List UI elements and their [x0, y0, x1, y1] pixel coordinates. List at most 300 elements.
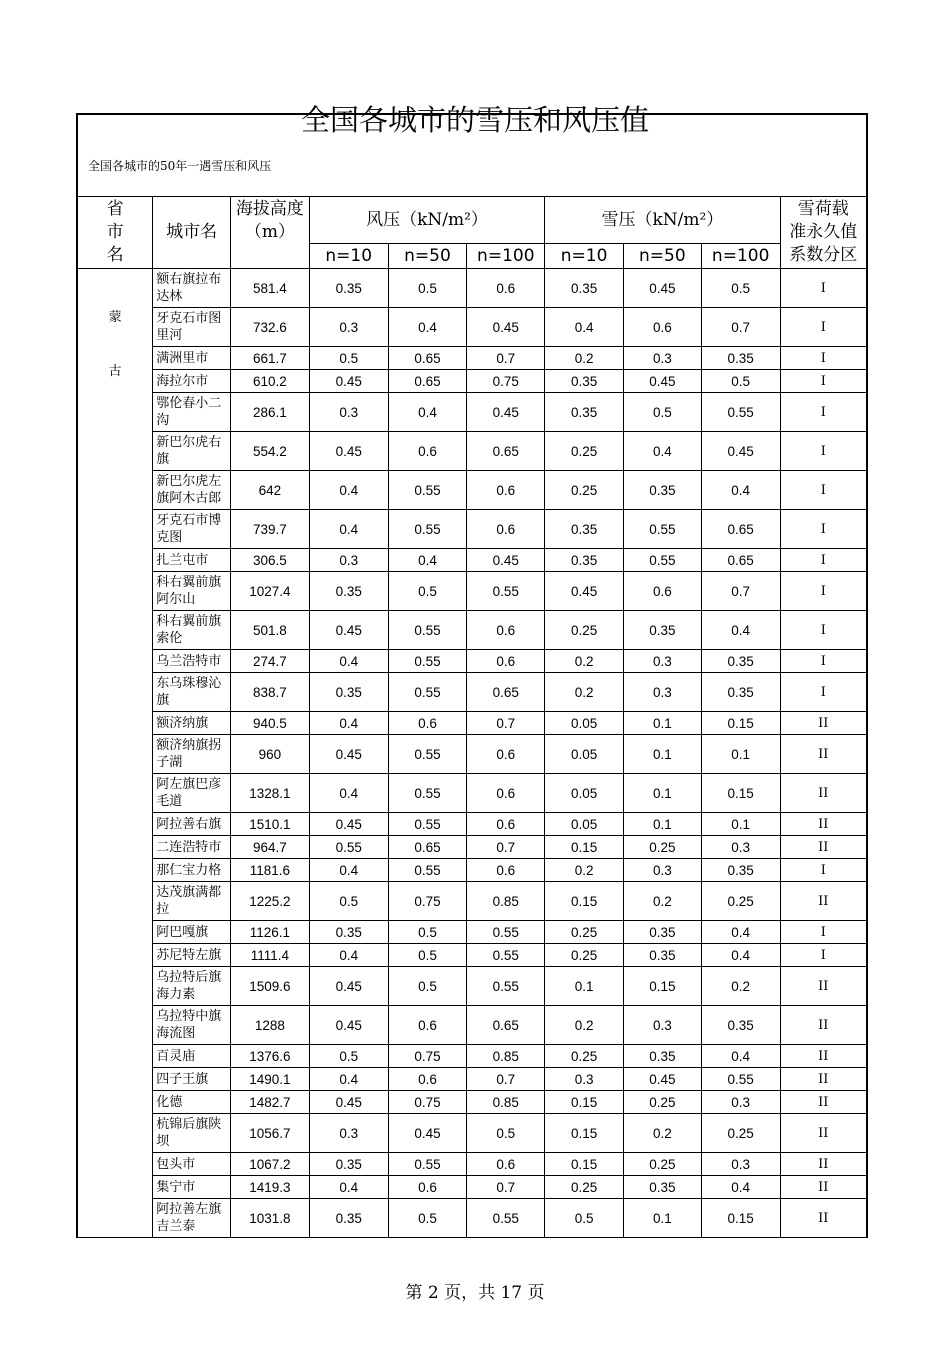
s100-cell: 0.4	[701, 471, 780, 510]
zone-cell: I	[780, 370, 867, 393]
w100-cell: 0.6	[467, 1153, 545, 1176]
s50-cell: 0.35	[623, 471, 701, 510]
w50-cell: 0.55	[388, 471, 467, 510]
alt-cell: 1067.2	[231, 1153, 310, 1176]
alt-cell: 1510.1	[231, 813, 310, 836]
alt-cell: 732.6	[231, 308, 310, 347]
w50-cell: 0.5	[388, 921, 467, 944]
city-cell: 二连浩特市	[153, 836, 231, 859]
w100-cell: 0.65	[467, 673, 545, 712]
s50-cell: 0.3	[623, 347, 701, 370]
w50-cell: 0.75	[388, 1045, 467, 1068]
w50-cell: 0.55	[388, 774, 467, 813]
city-cell: 达茂旗满都拉	[153, 882, 231, 921]
city-cell: 阿巴嘎旗	[153, 921, 231, 944]
s50-cell: 0.3	[623, 650, 701, 673]
w10-cell: 0.4	[309, 1068, 388, 1091]
zone-cell: I	[780, 921, 867, 944]
table-row	[77, 1091, 867, 1114]
city-cell: 扎兰屯市	[153, 549, 231, 572]
s10-cell: 0.25	[545, 1176, 624, 1199]
s10-cell: 0.05	[545, 735, 624, 774]
zone-cell: II	[780, 1114, 867, 1153]
s100-cell: 0.2	[701, 967, 780, 1006]
alt-cell: 642	[231, 471, 310, 510]
city-cell: 阿拉善左旗吉兰泰	[153, 1199, 231, 1238]
zone-cell: I	[780, 549, 867, 572]
w100-cell: 0.7	[467, 712, 545, 735]
w50-cell: 0.65	[388, 370, 467, 393]
s10-cell: 0.2	[545, 673, 624, 712]
s10-cell: 0.35	[545, 510, 624, 549]
header-snow: 雪压（kN/m²）	[545, 197, 780, 244]
w100-cell: 0.6	[467, 471, 545, 510]
w100-cell: 0.7	[467, 836, 545, 859]
w10-cell: 0.45	[309, 735, 388, 774]
city-cell: 额右旗拉布达林	[153, 269, 231, 308]
header-province: 省 市 名	[77, 197, 153, 269]
s10-cell: 0.15	[545, 882, 624, 921]
city-cell: 科右翼前旗阿尔山	[153, 572, 231, 611]
w100-cell: 0.45	[467, 308, 545, 347]
w100-cell: 0.55	[467, 572, 545, 611]
zone-cell: II	[780, 1045, 867, 1068]
city-cell: 满洲里市	[153, 347, 231, 370]
table-row	[77, 572, 867, 611]
header-snow-n10: n=10	[545, 244, 624, 269]
alt-cell: 1288	[231, 1006, 310, 1045]
w100-cell: 0.7	[467, 1176, 545, 1199]
s100-cell: 0.4	[701, 944, 780, 967]
s50-cell: 0.35	[623, 1045, 701, 1068]
table-row	[77, 735, 867, 774]
table-row	[77, 882, 867, 921]
s100-cell: 0.15	[701, 774, 780, 813]
alt-cell: 1031.8	[231, 1199, 310, 1238]
alt-cell: 960	[231, 735, 310, 774]
s10-cell: 0.25	[545, 944, 624, 967]
zone-cell: I	[780, 944, 867, 967]
table-row	[77, 611, 867, 650]
city-cell: 乌拉特后旗海力素	[153, 967, 231, 1006]
s50-cell: 0.35	[623, 1176, 701, 1199]
s10-cell: 0.35	[545, 393, 624, 432]
zone-cell: I	[780, 393, 867, 432]
w100-cell: 0.6	[467, 650, 545, 673]
s10-cell: 0.05	[545, 712, 624, 735]
w50-cell: 0.55	[388, 735, 467, 774]
alt-cell: 1027.4	[231, 572, 310, 611]
province-cell: 蒙 古	[77, 269, 153, 1238]
w50-cell: 0.65	[388, 836, 467, 859]
w50-cell: 0.55	[388, 1153, 467, 1176]
alt-cell: 1376.6	[231, 1045, 310, 1068]
alt-cell: 1225.2	[231, 882, 310, 921]
s100-cell: 0.3	[701, 1153, 780, 1176]
alt-cell: 739.7	[231, 510, 310, 549]
table-row	[77, 370, 867, 393]
city-cell: 新巴尔虎右旗	[153, 432, 231, 471]
alt-cell: 940.5	[231, 712, 310, 735]
s100-cell: 0.1	[701, 813, 780, 836]
s10-cell: 0.1	[545, 967, 624, 1006]
city-cell: 牙克石市图里河	[153, 308, 231, 347]
table-row	[77, 944, 867, 967]
w50-cell: 0.6	[388, 1006, 467, 1045]
table-row	[77, 650, 867, 673]
zone-cell: I	[780, 471, 867, 510]
table-row	[77, 712, 867, 735]
zone-cell: I	[780, 572, 867, 611]
city-cell: 包头市	[153, 1153, 231, 1176]
zone-cell: II	[780, 967, 867, 1006]
s100-cell: 0.4	[701, 1176, 780, 1199]
w100-cell: 0.85	[467, 1045, 545, 1068]
table-row	[77, 1153, 867, 1176]
table-row	[77, 859, 867, 882]
s100-cell: 0.35	[701, 673, 780, 712]
w50-cell: 0.6	[388, 1176, 467, 1199]
w100-cell: 0.6	[467, 510, 545, 549]
s100-cell: 0.65	[701, 549, 780, 572]
alt-cell: 1126.1	[231, 921, 310, 944]
w10-cell: 0.4	[309, 944, 388, 967]
s100-cell: 0.35	[701, 347, 780, 370]
table-row	[77, 1114, 867, 1153]
s100-cell: 0.25	[701, 1114, 780, 1153]
w50-cell: 0.5	[388, 967, 467, 1006]
alt-cell: 501.8	[231, 611, 310, 650]
city-cell: 杭锦后旗陕坝	[153, 1114, 231, 1153]
s100-cell: 0.7	[701, 572, 780, 611]
w100-cell: 0.65	[467, 432, 545, 471]
city-cell: 科右翼前旗索伦	[153, 611, 231, 650]
s50-cell: 0.35	[623, 944, 701, 967]
alt-cell: 581.4	[231, 269, 310, 308]
city-cell: 乌拉特中旗海流图	[153, 1006, 231, 1045]
zone-cell: I	[780, 347, 867, 370]
s100-cell: 0.7	[701, 308, 780, 347]
alt-cell: 1509.6	[231, 967, 310, 1006]
city-cell: 苏尼特左旗	[153, 944, 231, 967]
w10-cell: 0.35	[309, 921, 388, 944]
s10-cell: 0.5	[545, 1199, 624, 1238]
table-row	[77, 432, 867, 471]
s100-cell: 0.4	[701, 1045, 780, 1068]
w50-cell: 0.4	[388, 549, 467, 572]
w10-cell: 0.3	[309, 393, 388, 432]
w10-cell: 0.35	[309, 269, 388, 308]
s10-cell: 0.2	[545, 347, 624, 370]
city-cell: 新巴尔虎左旗阿木古郎	[153, 471, 231, 510]
city-cell: 四子王旗	[153, 1068, 231, 1091]
s10-cell: 0.2	[545, 859, 624, 882]
table-row	[77, 813, 867, 836]
s10-cell: 0.2	[545, 1006, 624, 1045]
w10-cell: 0.4	[309, 712, 388, 735]
alt-cell: 1111.4	[231, 944, 310, 967]
header-wind-n10: n=10	[309, 244, 388, 269]
w100-cell: 0.55	[467, 1199, 545, 1238]
s100-cell: 0.3	[701, 1091, 780, 1114]
s100-cell: 0.15	[701, 712, 780, 735]
w10-cell: 0.4	[309, 859, 388, 882]
s50-cell: 0.1	[623, 1199, 701, 1238]
w100-cell: 0.6	[467, 611, 545, 650]
w50-cell: 0.55	[388, 611, 467, 650]
s50-cell: 0.25	[623, 1091, 701, 1114]
city-cell: 东乌珠穆沁旗	[153, 673, 231, 712]
table-row	[77, 549, 867, 572]
w10-cell: 0.3	[309, 1114, 388, 1153]
header-city: 城市名	[153, 197, 231, 269]
s100-cell: 0.55	[701, 393, 780, 432]
w10-cell: 0.55	[309, 836, 388, 859]
zone-cell: II	[780, 1006, 867, 1045]
alt-cell: 964.7	[231, 836, 310, 859]
s100-cell: 0.35	[701, 859, 780, 882]
s10-cell: 0.25	[545, 921, 624, 944]
table-row	[77, 836, 867, 859]
w50-cell: 0.4	[388, 393, 467, 432]
table-row	[77, 967, 867, 1006]
table-row	[77, 347, 867, 370]
alt-cell: 1056.7	[231, 1114, 310, 1153]
s10-cell: 0.15	[545, 1114, 624, 1153]
w10-cell: 0.45	[309, 967, 388, 1006]
city-cell: 牙克石市博克图	[153, 510, 231, 549]
w100-cell: 0.6	[467, 774, 545, 813]
table-body	[77, 269, 867, 1238]
alt-cell: 1419.3	[231, 1176, 310, 1199]
s50-cell: 0.3	[623, 1006, 701, 1045]
w10-cell: 0.5	[309, 347, 388, 370]
w50-cell: 0.5	[388, 572, 467, 611]
s50-cell: 0.15	[623, 967, 701, 1006]
s10-cell: 0.15	[545, 836, 624, 859]
table-row	[77, 393, 867, 432]
s100-cell: 0.65	[701, 510, 780, 549]
zone-cell: II	[780, 882, 867, 921]
s50-cell: 0.45	[623, 1068, 701, 1091]
w50-cell: 0.55	[388, 650, 467, 673]
city-cell: 额济纳旗	[153, 712, 231, 735]
w50-cell: 0.55	[388, 813, 467, 836]
alt-cell: 838.7	[231, 673, 310, 712]
header-row	[77, 197, 867, 244]
header-altitude: 海拔高度 （m）	[231, 197, 310, 269]
s50-cell: 0.25	[623, 836, 701, 859]
w10-cell: 0.5	[309, 882, 388, 921]
w100-cell: 0.45	[467, 393, 545, 432]
s10-cell: 0.4	[545, 308, 624, 347]
w50-cell: 0.6	[388, 712, 467, 735]
zone-cell: II	[780, 1091, 867, 1114]
alt-cell: 1482.7	[231, 1091, 310, 1114]
city-cell: 额济纳旗拐子湖	[153, 735, 231, 774]
zone-cell: II	[780, 1199, 867, 1238]
pressure-table	[76, 196, 868, 1238]
alt-cell: 274.7	[231, 650, 310, 673]
w50-cell: 0.65	[388, 347, 467, 370]
w50-cell: 0.55	[388, 510, 467, 549]
city-cell: 海拉尔市	[153, 370, 231, 393]
s50-cell: 0.6	[623, 572, 701, 611]
s10-cell: 0.25	[545, 1045, 624, 1068]
w50-cell: 0.5	[388, 944, 467, 967]
alt-cell: 306.5	[231, 549, 310, 572]
city-cell: 那仁宝力格	[153, 859, 231, 882]
s10-cell: 0.35	[545, 549, 624, 572]
s100-cell: 0.35	[701, 650, 780, 673]
w10-cell: 0.35	[309, 673, 388, 712]
w50-cell: 0.55	[388, 859, 467, 882]
s50-cell: 0.35	[623, 921, 701, 944]
s100-cell: 0.55	[701, 1068, 780, 1091]
w10-cell: 0.45	[309, 1006, 388, 1045]
city-cell: 化德	[153, 1091, 231, 1114]
w100-cell: 0.6	[467, 269, 545, 308]
s10-cell: 0.3	[545, 1068, 624, 1091]
header-snow-n100: n=100	[701, 244, 780, 269]
s10-cell: 0.05	[545, 813, 624, 836]
header-wind-n100: n=100	[467, 244, 545, 269]
zone-cell: II	[780, 813, 867, 836]
zone-cell: I	[780, 611, 867, 650]
s100-cell: 0.4	[701, 921, 780, 944]
table-row	[77, 1045, 867, 1068]
alt-cell: 610.2	[231, 370, 310, 393]
w50-cell: 0.6	[388, 1068, 467, 1091]
header-snow-n50: n=50	[623, 244, 701, 269]
zone-cell: I	[780, 859, 867, 882]
s50-cell: 0.5	[623, 393, 701, 432]
w100-cell: 0.6	[467, 735, 545, 774]
city-cell: 阿左旗巴彦毛道	[153, 774, 231, 813]
zone-cell: I	[780, 432, 867, 471]
alt-cell: 554.2	[231, 432, 310, 471]
table-row	[77, 921, 867, 944]
s10-cell: 0.35	[545, 269, 624, 308]
table-row	[77, 673, 867, 712]
s100-cell: 0.3	[701, 836, 780, 859]
w100-cell: 0.7	[467, 347, 545, 370]
zone-cell: II	[780, 1153, 867, 1176]
s10-cell: 0.25	[545, 432, 624, 471]
header-zone: 雪荷载 准永久值 系数分区	[780, 197, 867, 269]
s50-cell: 0.45	[623, 269, 701, 308]
w10-cell: 0.3	[309, 308, 388, 347]
table-row	[77, 1176, 867, 1199]
s50-cell: 0.2	[623, 882, 701, 921]
zone-cell: I	[780, 673, 867, 712]
w100-cell: 0.5	[467, 1114, 545, 1153]
s100-cell: 0.45	[701, 432, 780, 471]
table-row	[77, 308, 867, 347]
zone-cell: I	[780, 510, 867, 549]
w10-cell: 0.4	[309, 774, 388, 813]
zone-cell: II	[780, 712, 867, 735]
header-wind: 风压（kN/m²）	[309, 197, 544, 244]
w10-cell: 0.5	[309, 1045, 388, 1068]
alt-cell: 1328.1	[231, 774, 310, 813]
table-row	[77, 510, 867, 549]
w100-cell: 0.65	[467, 1006, 545, 1045]
w100-cell: 0.85	[467, 882, 545, 921]
w50-cell: 0.4	[388, 308, 467, 347]
subtitle: 全国各城市的50年一遇雪压和风压	[88, 159, 272, 173]
alt-cell: 1490.1	[231, 1068, 310, 1091]
table-row	[77, 1199, 867, 1238]
w50-cell: 0.5	[388, 1199, 467, 1238]
header-wind-n50: n=50	[388, 244, 467, 269]
table-row	[77, 1006, 867, 1045]
w10-cell: 0.4	[309, 650, 388, 673]
s100-cell: 0.1	[701, 735, 780, 774]
s50-cell: 0.1	[623, 735, 701, 774]
w100-cell: 0.6	[467, 813, 545, 836]
zone-cell: I	[780, 269, 867, 308]
zone-cell: II	[780, 836, 867, 859]
w100-cell: 0.85	[467, 1091, 545, 1114]
s50-cell: 0.35	[623, 611, 701, 650]
table-row	[77, 1068, 867, 1091]
s10-cell: 0.35	[545, 370, 624, 393]
city-cell: 乌兰浩特市	[153, 650, 231, 673]
s10-cell: 0.45	[545, 572, 624, 611]
w10-cell: 0.35	[309, 572, 388, 611]
w10-cell: 0.45	[309, 813, 388, 836]
alt-cell: 661.7	[231, 347, 310, 370]
s100-cell: 0.25	[701, 882, 780, 921]
zone-cell: I	[780, 650, 867, 673]
s50-cell: 0.4	[623, 432, 701, 471]
w10-cell: 0.35	[309, 1199, 388, 1238]
w10-cell: 0.3	[309, 549, 388, 572]
zone-cell: II	[780, 774, 867, 813]
w10-cell: 0.4	[309, 1176, 388, 1199]
s10-cell: 0.25	[545, 611, 624, 650]
zone-cell: II	[780, 1176, 867, 1199]
page-title: 全国各城市的雪压和风压值	[300, 103, 649, 137]
w100-cell: 0.6	[467, 859, 545, 882]
zone-cell: I	[780, 308, 867, 347]
w10-cell: 0.35	[309, 1153, 388, 1176]
s100-cell: 0.15	[701, 1199, 780, 1238]
w100-cell: 0.45	[467, 549, 545, 572]
s10-cell: 0.15	[545, 1153, 624, 1176]
s100-cell: 0.5	[701, 269, 780, 308]
alt-cell: 1181.6	[231, 859, 310, 882]
s10-cell: 0.25	[545, 471, 624, 510]
s50-cell: 0.25	[623, 1153, 701, 1176]
s50-cell: 0.1	[623, 712, 701, 735]
w50-cell: 0.5	[388, 269, 467, 308]
page-footer: 第 2 页，共 17 页	[405, 1283, 545, 1303]
w50-cell: 0.75	[388, 882, 467, 921]
w50-cell: 0.55	[388, 673, 467, 712]
s50-cell: 0.55	[623, 549, 701, 572]
w10-cell: 0.45	[309, 370, 388, 393]
s10-cell: 0.15	[545, 1091, 624, 1114]
table-row	[77, 774, 867, 813]
w100-cell: 0.55	[467, 967, 545, 1006]
table-row	[77, 471, 867, 510]
w10-cell: 0.4	[309, 471, 388, 510]
city-cell: 集宁市	[153, 1176, 231, 1199]
table-row	[77, 269, 867, 308]
s100-cell: 0.5	[701, 370, 780, 393]
